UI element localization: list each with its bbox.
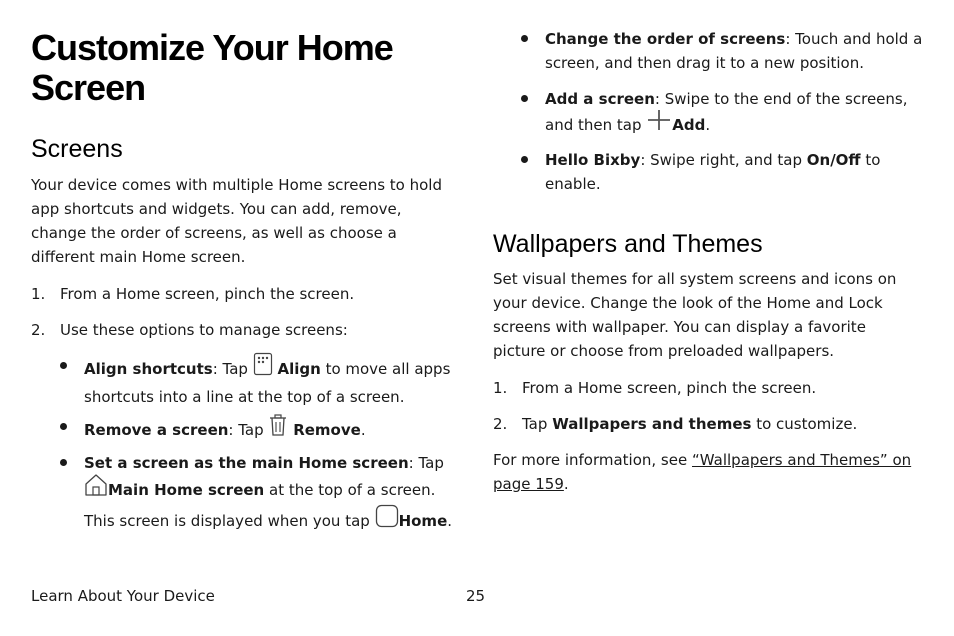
bullet-dot (60, 362, 67, 369)
trash-icon (268, 413, 288, 444)
bullet-text (84, 451, 464, 537)
wallpapers-themes-link[interactable]: “Wallpapers and Themes” on page 159 (493, 451, 912, 493)
add-end: . (705, 116, 711, 134)
more-info (493, 448, 918, 496)
bullet-dot (521, 156, 528, 163)
home-key-icon (375, 504, 399, 535)
remove-screen-label: Remove a screen (84, 421, 229, 439)
more-info-end: . (563, 475, 569, 493)
add-screen-text: : Swipe to the end of the screens, and then tap (545, 90, 908, 134)
step-number: 2. (493, 415, 508, 433)
wallpapers-themes-label: Wallpapers and themes (552, 415, 752, 433)
step-text: From a Home screen, pinch the screen. (60, 285, 355, 303)
main-mid-text: : Tap (408, 454, 444, 472)
remove-mid-text: : Tap (228, 421, 264, 439)
align-button-label: Align (277, 360, 321, 378)
step-text (522, 412, 857, 436)
bullet-dot (521, 95, 528, 102)
step2-pre: Tap (522, 415, 548, 433)
step-text: Use these options to manage screens: (60, 321, 348, 339)
wallpapers-heading: Wallpapers and Themes (493, 230, 763, 258)
bullet-dot (521, 35, 528, 42)
change-order-label: Change the order of screens (545, 30, 786, 48)
bullet-text (545, 148, 925, 196)
main-home-button-label: Main Home screen (108, 481, 265, 499)
align-rest-text: to move all apps shortcuts into a line at the top of a screen. (84, 360, 451, 406)
add-screen-label: Add a screen (545, 90, 655, 108)
page-number: 25 (466, 587, 486, 605)
step2-rest: to customize. (756, 415, 858, 433)
home-icon (84, 473, 108, 504)
bullet-dot (60, 459, 67, 466)
main-end: . (447, 512, 453, 530)
hello-bixby-label: Hello Bixby (545, 151, 641, 169)
plus-icon (646, 109, 672, 138)
step-text: From a Home screen, pinch the screen. (522, 379, 817, 397)
align-shortcuts-label: Align shortcuts (84, 360, 213, 378)
page-title-line2: Screen (31, 67, 146, 108)
bullet-text (84, 415, 464, 446)
main-rest-text: at the top of a screen. This screen is displayed when you tap (84, 481, 436, 530)
home-key-label: Home (398, 512, 448, 530)
bullet-text (84, 354, 464, 409)
page-title (31, 28, 393, 108)
step-number: 1. (31, 285, 46, 303)
screens-intro: Your device comes with multiple Home screens to hold app shortcuts and widgets. You can add, remove, change the order of screens, as well as choose a different main Home screen. (31, 176, 442, 266)
footer-section-name: Learn About Your Device (31, 587, 215, 605)
bixby-rest-text: to enable. (545, 151, 881, 193)
remove-button-label: Remove (293, 421, 361, 439)
apps-grid-icon (253, 352, 273, 383)
align-mid-text: : Tap (212, 360, 248, 378)
add-button-label: Add (672, 116, 706, 134)
bullet-text (545, 27, 925, 75)
more-info-pre: For more information, see (493, 451, 688, 469)
page-title-line1: Customize Your Home (31, 27, 393, 68)
change-order-text: : Touch and hold a screen, and then drag it to a new position. (545, 30, 923, 72)
wallpapers-intro: Set visual themes for all system screens and icons on your device. Change the look of the Home and Lock screens with wallpaper. You can display a favorite picture or choose from preloaded wallpapers. (493, 270, 897, 360)
screens-heading: Screens (31, 135, 123, 163)
on-off-label: On/Off (806, 151, 861, 169)
bullet-text (545, 87, 925, 140)
bullet-dot (60, 423, 67, 430)
remove-end: . (360, 421, 366, 439)
step-number: 2. (31, 321, 46, 339)
main-home-label: Set a screen as the main Home screen (84, 454, 409, 472)
step-number: 1. (493, 379, 508, 397)
bixby-mid-text: : Swipe right, and tap (640, 151, 802, 169)
